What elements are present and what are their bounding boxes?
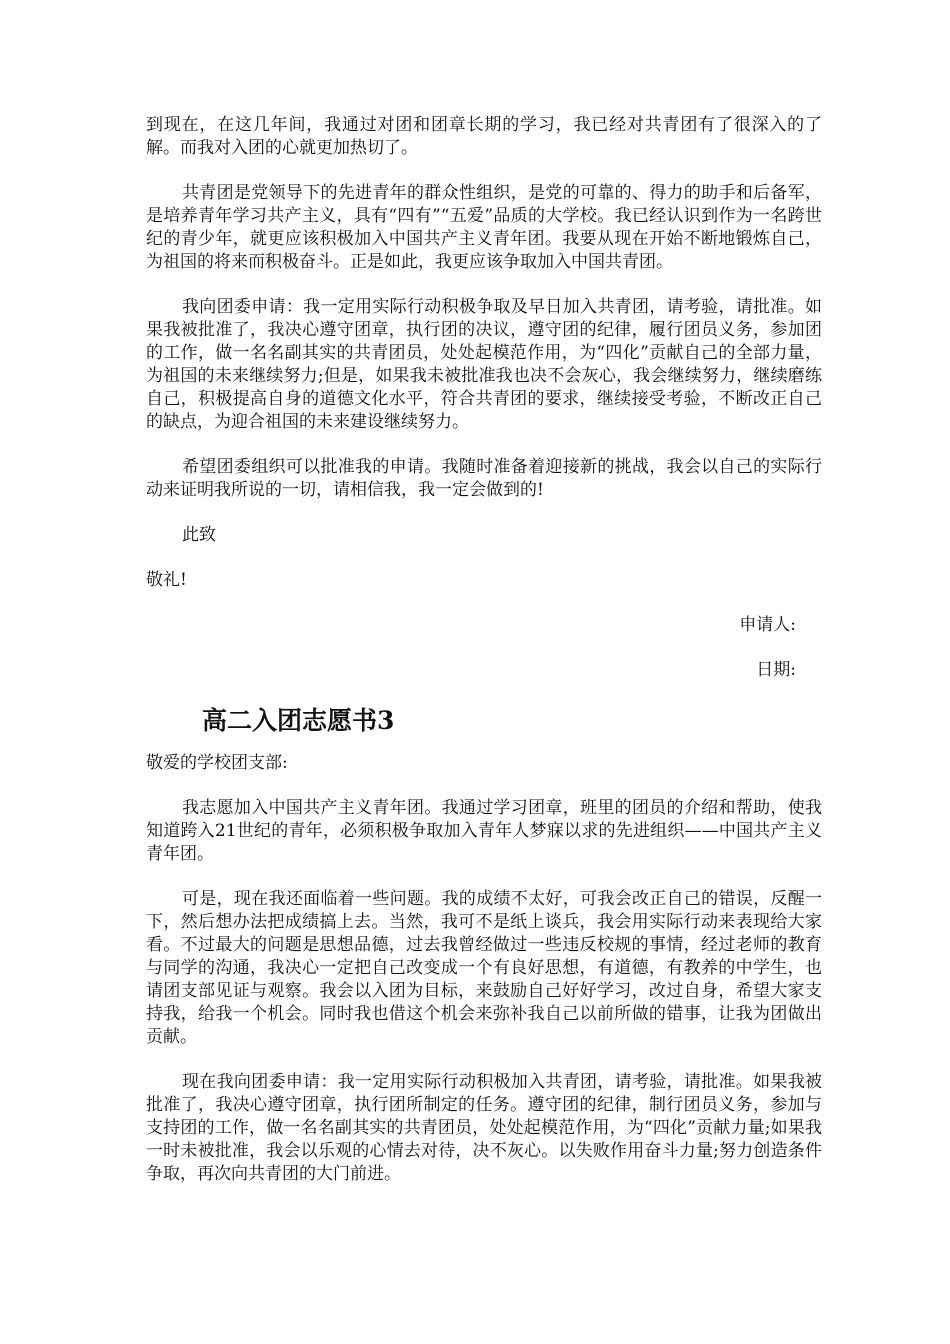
applicant-label: 申请人:	[739, 615, 796, 635]
paragraph: 到现在，在这几年间，我通过对团和团章长期的学习，我已经对共青团有了很深入的了解。而我对入团的心就更加热切了。	[146, 115, 822, 158]
paragraph: 现在我向团委申请：我一定用实际行动积极加入共青团，请考验，请批准。如果我被批准了，我决心遵守团章，执行团所制定的任务。遵守团的纪律，制行团员义务，参加与支持团的工作，做一名名副其实的共青团员，处处起模范作用，为“四化”贡献力量;如果我一时未被批准，我会以乐观的心情去对待，决不灰心。以失败作用奋斗力量;努力创造条件争取，再次向共青团的大门前进。	[146, 1072, 822, 1184]
paragraph: 我向团委申请：我一定用实际行动积极争取及早日加入共青团，请考验，请批准。如果我被批准了，我决心遵守团章，执行团的决议，遵守团的纪律，履行团员义务，参加团的工作，做一名名副其实的共青团员，处处起模范作用，为“四化”贡献自己的全部力量，为祖国的未来继续努力;但是，如果我未被批准我也决不会灰心，我会继续努力，继续磨练自己，积极提高自身的道德文化水平，符合共青团的要求，继续接受考验，不断改正自己的缺点，为迎合祖国的未来建设继续努力。	[146, 297, 822, 432]
date-label: 日期:	[756, 660, 796, 680]
section-title: 高二入团志愿书3	[202, 706, 395, 735]
salutation: 敬爱的学校团支部:	[146, 753, 288, 773]
paragraph: 可是，现在我还面临着一些问题。我的成绩不太好，可我会改正自己的错误，反醒一下，然后想办法把成绩搞上去。当然，我可不是纸上谈兵，我会用实际行动来表现给大家看。不过最大的问题是思想品德，过去我曾经做过一些违反校规的事情，经过老师的教育与同学的沟通，我决心一定把自己改变成一个有良好思想，有道德，有教养的中学生，也请团支部见证与观察。我会以入团为目标，来鼓励自己好好学习，改过自身，希望大家支持我，给我一个机会。同时我也借这个机会来弥补我自己以前所做的错事，让我为团做出贡献。	[146, 889, 822, 1047]
paragraph: 共青团是党领导下的先进青年的群众性组织，是党的可靠的、得力的助手和后备军，是培养青年学习共产主义，具有“四有”“五爱”品质的大学校。我已经认识到作为一名跨世纪的青少年，就更应该积极加入中国共产主义青年团。我要从现在开始不断地锻炼自己，为祖国的将来而积极奋斗。正是如此，我更应该争取加入中国共青团。	[146, 183, 822, 272]
document-page	[146, 114, 822, 1208]
paragraph: 我志愿加入中国共产主义青年团。我通过学习团章，班里的团员的介绍和帮助，使我知道跨入21世纪的青年，必须积极争取加入青年人梦寐以求的先进组织——中国共产主义青年团。	[146, 798, 822, 864]
closing-salute: 敬礼!	[146, 570, 187, 590]
paragraph: 希望团委组织可以批准我的申请。我随时准备着迎接新的挑战，我会以自己的实际行动来证明我所说的一切，请相信我，我一定会做到的!	[146, 457, 822, 500]
closing-greeting: 此致	[182, 525, 216, 545]
